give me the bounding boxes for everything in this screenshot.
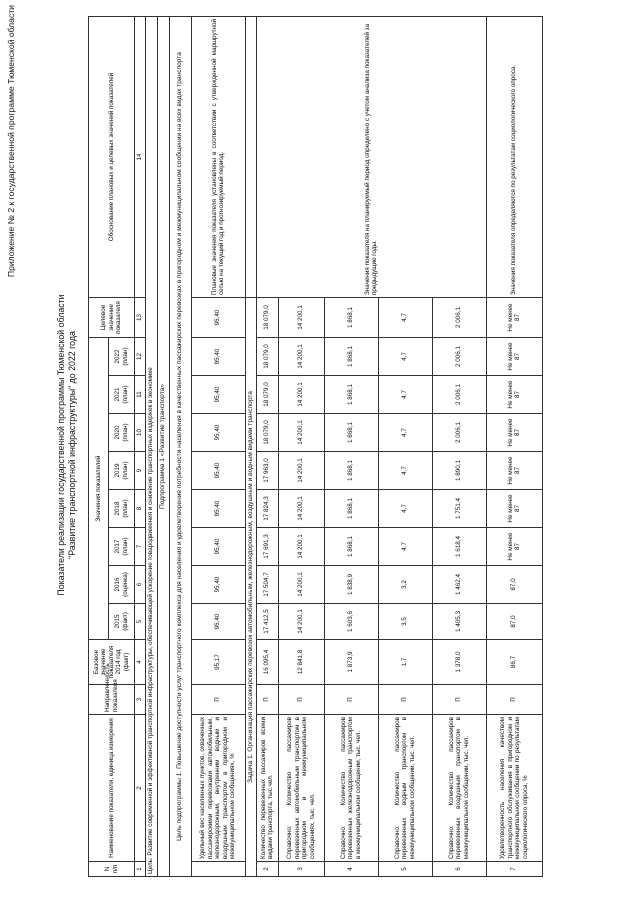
- row-value: 14 200,1: [278, 490, 324, 528]
- row-value: 3,2: [378, 566, 432, 604]
- row-value: 4,7: [378, 452, 432, 490]
- row-value: 14 200,1: [278, 414, 324, 452]
- row-value: 87,0: [486, 566, 542, 604]
- col-number: 14: [135, 17, 146, 298]
- row-value: 95,40: [191, 490, 245, 528]
- col-number: 1: [135, 862, 146, 877]
- row-target: 95,40: [191, 298, 245, 338]
- header-values-group: Значения показателей: [89, 338, 109, 640]
- row-value: 14 200,1: [278, 338, 324, 376]
- title-line-2: "Развитие транспортной инфраструктуры" до 2022 года: [67, 331, 77, 559]
- row-value: 4,7: [378, 528, 432, 566]
- row-name: Справочно: Количество пассажиров перевезенных автомобильным транспортом в пригородном и межмуниципальном сообщениях, тыс. чел.: [278, 715, 324, 862]
- row-value: 14 200,1: [278, 452, 324, 490]
- header-basis: Обоснование плановых и целевых значений показателей: [89, 17, 135, 298]
- col-number: 5: [135, 604, 146, 640]
- goal-row: [145, 17, 157, 877]
- row-name: Справочно: Количество пассажиров перевезенных водным транспортом в межмуниципальном сообщении, тыс. чел.: [378, 715, 432, 862]
- subprogram-title: Подпрограмма 1 «Развитие транспорта»: [157, 17, 169, 877]
- indicators-table: [88, 16, 543, 877]
- row-target: 18 079,0: [256, 298, 278, 338]
- row-target: 1 868,1: [324, 298, 378, 338]
- row-value: 14 200,1: [278, 566, 324, 604]
- row-value: Не менее 87: [486, 528, 542, 566]
- row-direction: П: [378, 685, 432, 715]
- row-value: 1 603,6: [324, 604, 378, 640]
- header-row-1: [89, 17, 109, 877]
- row-direction: П: [256, 685, 278, 715]
- row-value: Не менее 87: [486, 376, 542, 414]
- row-value: 4,7: [378, 376, 432, 414]
- subgoal-text: Цель подпрограммы 1. Повышение доступности услуг транспортного комплекса для населения и удовлетворение потребности населения в качественных пассажирских перевозках в пригородном и межмуниципальном сообщении на всех видах транспорта: [169, 17, 191, 877]
- header-base: Базовое значение показателя 2014 год (факт): [89, 640, 135, 685]
- row-value: 1 462,4: [432, 566, 486, 604]
- row-value: 1 618,4: [432, 528, 486, 566]
- row-name: Справочно: Количество пассажиров перевезенных воздушным транспортом в межмуниципальном сообщении, тыс. чел.: [432, 715, 486, 862]
- col-number: 12: [135, 338, 146, 376]
- row-direction: П: [324, 685, 378, 715]
- header-direction: Направленность показателя: [89, 685, 135, 715]
- row-value: 1 890,1: [432, 452, 486, 490]
- task-row: [245, 17, 256, 877]
- col-number: 3: [135, 685, 146, 715]
- row-value: 95,40: [191, 566, 245, 604]
- header-2016: 2016 (оценка): [109, 566, 135, 604]
- title-line-1: Показатели реализации государственной программы Тюменской области: [56, 294, 66, 596]
- header-name: Наименование показателя, единица измерения: [89, 715, 135, 862]
- column-number-row: [135, 17, 146, 877]
- row-value: 2 006,1: [432, 338, 486, 376]
- row-value: 1 868,1: [324, 490, 378, 528]
- row-value: 2 006,1: [432, 414, 486, 452]
- row-value: 1 751,4: [432, 490, 486, 528]
- row-basis: Значения показателя определяются по результатам социологического опроса.: [486, 17, 542, 298]
- row-value: 4,7: [378, 414, 432, 452]
- row-value: 4,7: [378, 338, 432, 376]
- row-basis: Плановые значения показателя установлены в соответствии с утвержденной маршрутной сетью на текущий год и прогнозируемый период.: [191, 17, 245, 298]
- appendix-caption: Приложение № 2 к государственной программе Тюменской области: [6, 5, 16, 278]
- row-base: 1,7: [378, 640, 432, 685]
- row-value: Не менее 87: [486, 490, 542, 528]
- row-value: Не менее 87: [486, 452, 542, 490]
- row-value: 1 838,9: [324, 566, 378, 604]
- row-name: Удельный вес населенных пунктов, охваченных пассажирскими перевозками автомобильным, железнодорожным, внутренним водным и воздушным транспортом в пригородном и межмуниципальном сообщениях, %: [191, 715, 245, 862]
- row-direction: П: [191, 685, 245, 715]
- row-target: Не менее 87: [486, 298, 542, 338]
- col-number: 10: [135, 414, 146, 452]
- row-num: 4: [324, 862, 378, 877]
- row-num: 7: [486, 862, 542, 877]
- row-direction: П: [486, 685, 542, 715]
- row-value: 1 868,1: [324, 376, 378, 414]
- row-target: 14 200,1: [278, 298, 324, 338]
- header-2018: 2018 (план): [109, 490, 135, 528]
- row-target: 4,7: [378, 298, 432, 338]
- task-text: Задача 1. Организация пассажирских перевозок автомобильным, железнодорожным, воздушным и водным видами транспорта: [245, 298, 256, 877]
- row-value: 17 963,0: [256, 452, 278, 490]
- row-value: 87,0: [486, 604, 542, 640]
- row-value: 1 868,1: [324, 414, 378, 452]
- row-value: 95,40: [191, 376, 245, 414]
- header-2020: 2020 (план): [109, 414, 135, 452]
- row-base: 95,17: [191, 640, 245, 685]
- col-number: 8: [135, 490, 146, 528]
- row-basis-merged: Значения показателя на планируемый период определено с учетом анализа показателей за предыдущие годы.: [256, 17, 486, 298]
- row-value: 18 079,0: [256, 376, 278, 414]
- row-value: 14 200,1: [278, 376, 324, 414]
- row-direction: П: [432, 685, 486, 715]
- row-value: 95,40: [191, 414, 245, 452]
- row-value: Не менее 87: [486, 414, 542, 452]
- subgoal-row: [169, 17, 191, 877]
- header-target: Целевое значение показателя: [89, 298, 135, 338]
- row-num: 5: [378, 862, 432, 877]
- row-name: Удовлетворенность населения качеством транспортного обслуживания в пригородном и межмуниципальном сообщении по результатам социологического опроса, %: [486, 715, 542, 862]
- row-base: 12 841,8: [278, 640, 324, 685]
- row-num: 2: [256, 862, 278, 877]
- row-value: 17 824,3: [256, 490, 278, 528]
- col-number: 7: [135, 528, 146, 566]
- row-num: 3: [278, 862, 324, 877]
- document-title: [56, 45, 78, 845]
- row-value: Не менее 87: [486, 338, 542, 376]
- header-2021: 2021 (план): [109, 376, 135, 414]
- header-2022: 2022 (план): [109, 338, 135, 376]
- goal-text: Цель: Развитие современной и эффективной транспортной инфраструктуры, обеспечивающей ускорение товародвижения и снижение транспортных издержек в экономике: [145, 17, 157, 877]
- row-value: 17 504,7: [256, 566, 278, 604]
- col-number: 11: [135, 376, 146, 414]
- row-name: Справочно: Количество пассажиров перевезенных железнодорожным транспортом в межмуниципальном сообщении, тыс. чел.: [324, 715, 378, 862]
- row-base: 16 095,4: [256, 640, 278, 685]
- header-num: N п/п: [89, 862, 135, 877]
- row-value: 1 868,1: [324, 452, 378, 490]
- header-2019: 2019 (план): [109, 452, 135, 490]
- header-2017: 2017 (план): [109, 528, 135, 566]
- col-number: 13: [135, 298, 146, 338]
- row-num: [191, 862, 245, 877]
- row-value: 95,40: [191, 528, 245, 566]
- row-name: Количество перевезенных пассажиров всеми видами транспорта, тыс.чел.: [256, 715, 278, 862]
- row-target: 2 006,1: [432, 298, 486, 338]
- row-value: 1 868,1: [324, 338, 378, 376]
- row-value: 17 412,5: [256, 604, 278, 640]
- table-row: [256, 17, 278, 877]
- subprogram-row: [157, 17, 169, 877]
- empty-cell: [245, 17, 256, 298]
- row-value: 95,40: [191, 338, 245, 376]
- col-number: 9: [135, 452, 146, 490]
- col-number: 2: [135, 715, 146, 862]
- col-number: 4: [135, 640, 146, 685]
- row-value: 1 868,1: [324, 528, 378, 566]
- table-row: [191, 17, 245, 877]
- row-value: 14 200,1: [278, 528, 324, 566]
- row-value: 18 079,0: [256, 414, 278, 452]
- row-base: 1 378,0: [432, 640, 486, 685]
- row-value: 17 691,3: [256, 528, 278, 566]
- row-value: 95,40: [191, 452, 245, 490]
- row-direction: П: [278, 685, 324, 715]
- row-value: 14 200,1: [278, 604, 324, 640]
- row-base: 86,7: [486, 640, 542, 685]
- table-row: [486, 17, 542, 877]
- row-value: 18 079,0: [256, 338, 278, 376]
- row-value: 3,5: [378, 604, 432, 640]
- row-base: 1 873,9: [324, 640, 378, 685]
- row-value: 4,7: [378, 490, 432, 528]
- row-value: 2 006,1: [432, 376, 486, 414]
- row-num: 6: [432, 862, 486, 877]
- row-value: 95,40: [191, 604, 245, 640]
- col-number: 6: [135, 566, 146, 604]
- header-2015: 2015 (факт): [109, 604, 135, 640]
- row-value: 1 405,3: [432, 604, 486, 640]
